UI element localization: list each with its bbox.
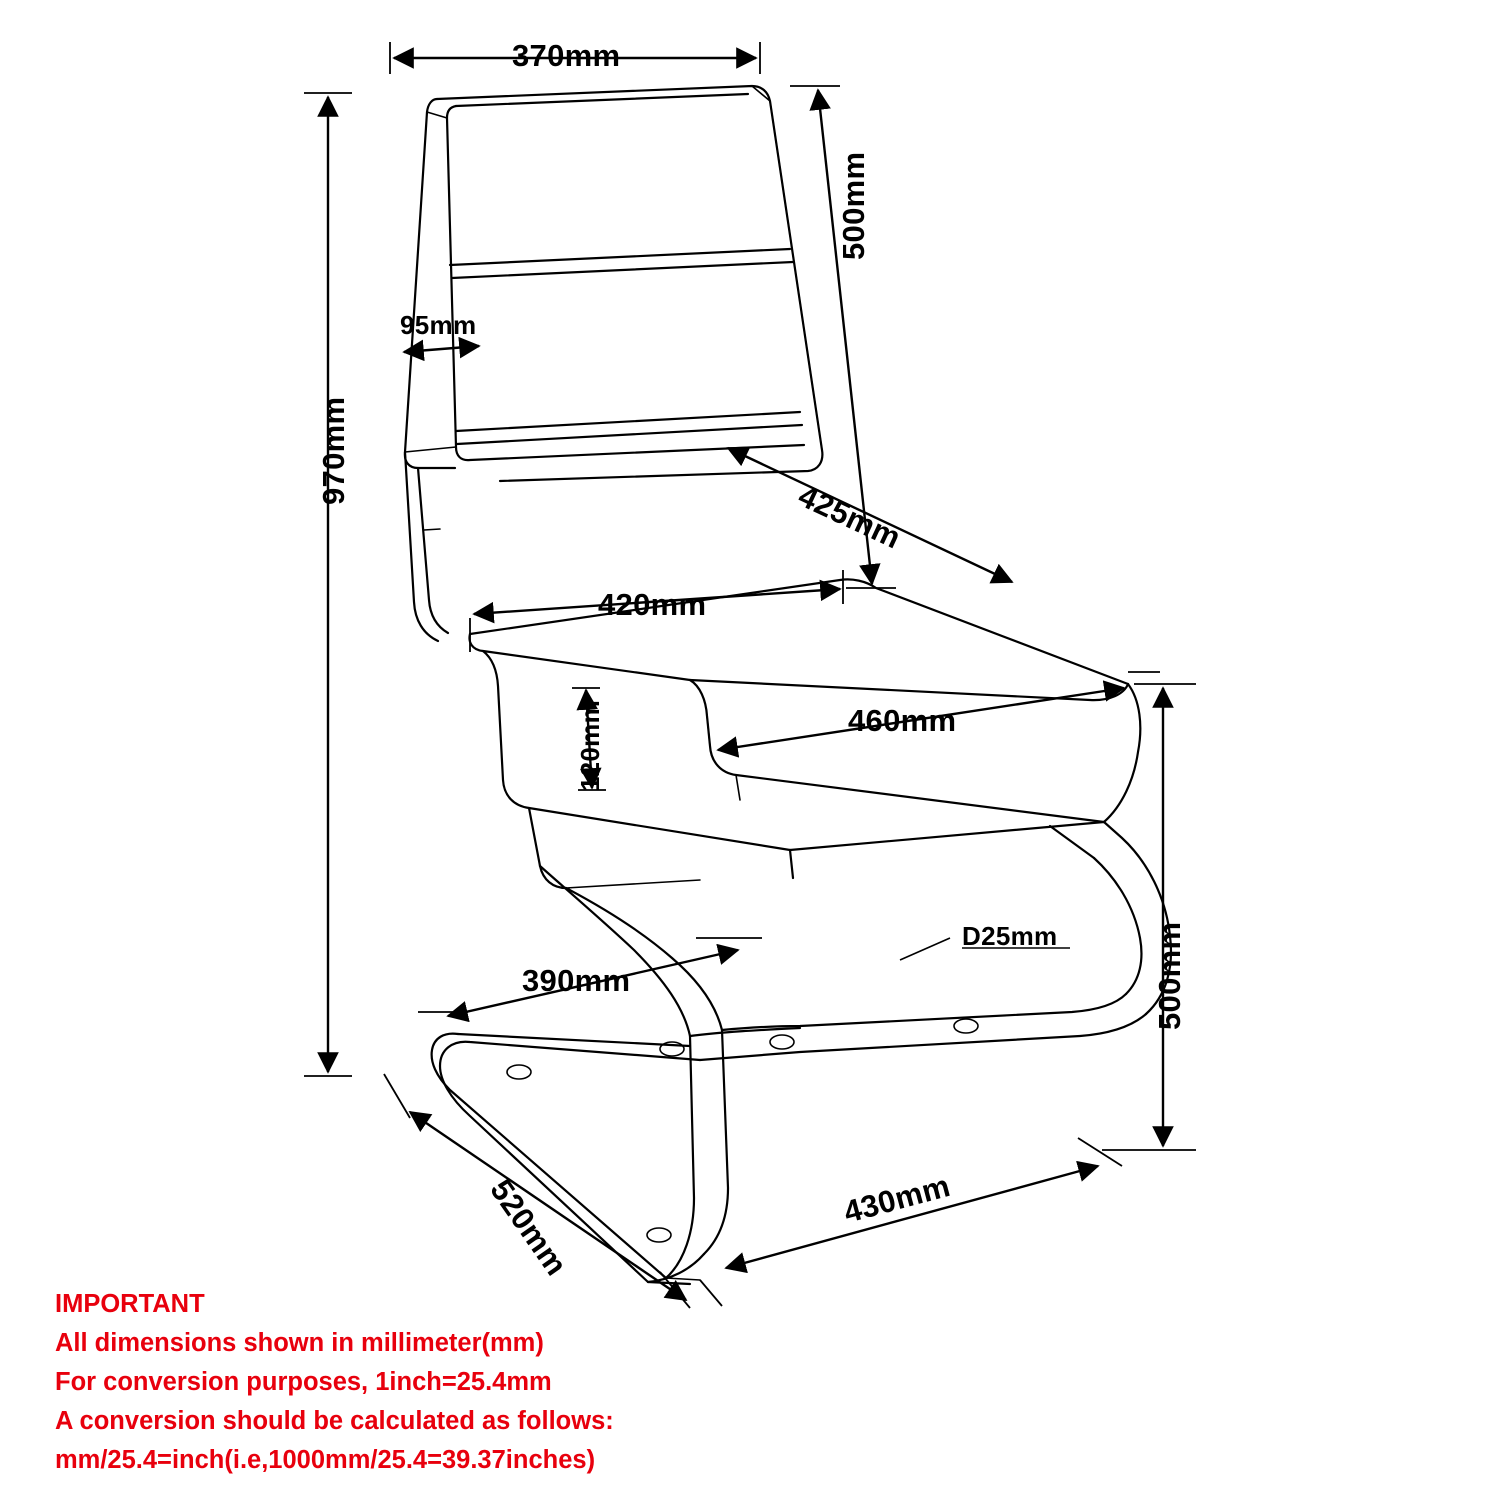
dim-500-seat-line xyxy=(1102,684,1196,1150)
chair-backrest xyxy=(405,86,823,481)
chair-seat xyxy=(470,579,1141,850)
dim-label-120: 120mm xyxy=(575,700,605,792)
dim-430-line xyxy=(700,1138,1122,1306)
dim-label-95: 95mm xyxy=(400,310,477,340)
dim-label-d25: D25mm xyxy=(962,921,1058,951)
chair-back-frame xyxy=(405,452,448,641)
dim-label-970: 970mm xyxy=(316,396,351,505)
dim-label-520: 520mm xyxy=(483,1173,575,1282)
dim-label-430: 430mm xyxy=(840,1167,954,1230)
dim-label-370: 370mm xyxy=(512,38,621,73)
notes-line-3: A conversion should be calculated as follows: xyxy=(55,1407,614,1435)
dim-label-500-back: 500mm xyxy=(836,151,871,260)
dim-label-425: 425mm xyxy=(793,478,907,556)
chair-cantilever-base xyxy=(432,822,1171,1284)
dim-label-460: 460mm xyxy=(848,703,957,738)
dim-label-420: 420mm xyxy=(598,587,707,622)
notes-line-2: For conversion purposes, 1inch=25.4mm xyxy=(55,1368,552,1396)
dim-970-line xyxy=(304,93,352,1076)
notes-line-4: mm/25.4=inch(i.e,1000mm/25.4=39.37inches) xyxy=(55,1446,596,1474)
dim-label-500-seat: 500mm xyxy=(1152,921,1187,1030)
important-notes xyxy=(55,1285,614,1480)
chair-seat-underside xyxy=(529,808,793,888)
notes-heading: IMPORTANT xyxy=(55,1290,205,1318)
dim-95-line xyxy=(404,346,479,352)
notes-line-1: All dimensions shown in millimeter(mm) xyxy=(55,1329,544,1357)
dim-label-390: 390mm xyxy=(522,963,631,998)
